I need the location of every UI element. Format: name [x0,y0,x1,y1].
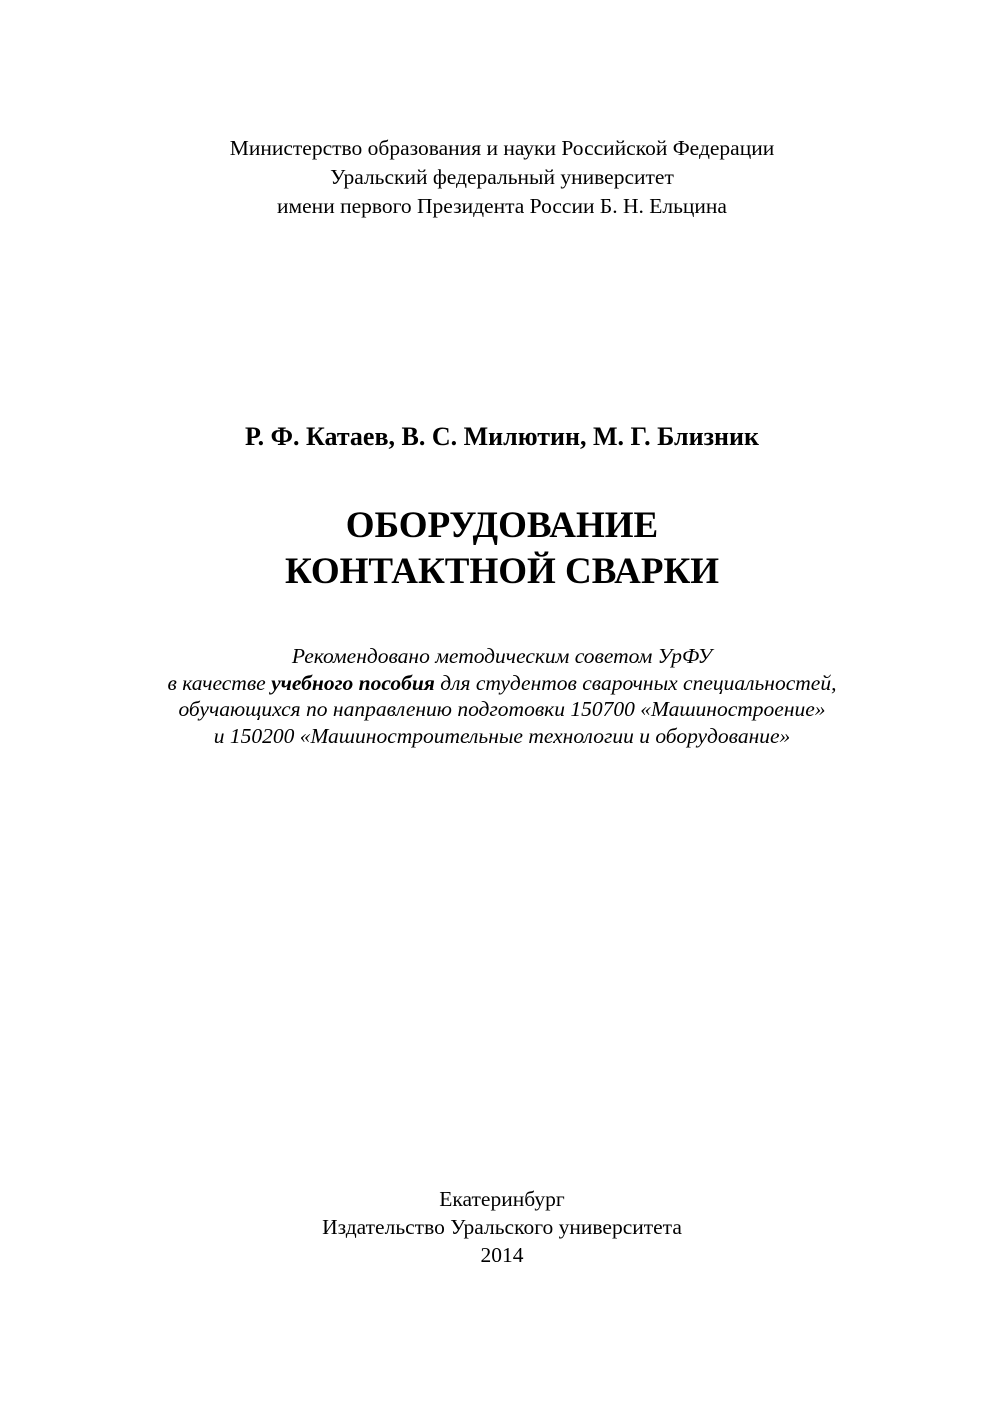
university-name-line: имени первого Президента России Б. Н. Ельцина [277,194,727,218]
recommendation-line-4: и 150200 «Машиностроительные технологии и оборудование» [213,723,791,748]
book-title [0,503,1004,595]
imprint [0,1185,1004,1269]
recommendation-line-1: Рекомендовано методическим советом УрФУ [291,644,713,668]
ministry-line: Министерство образования и науки Российской Федерации [229,136,775,160]
authors: Р. Ф. Катаев, В. С. Милютин, М. Г. Близник [245,422,759,451]
recommendation-line-2 [0,670,1004,697]
title-line-2: КОНТАКТНОЙ СВАРКИ [284,551,720,592]
imprint-city: Екатеринбург [439,1187,565,1211]
imprint-publisher: Издательство Уральского университета [322,1215,682,1239]
title-line-1: ОБОРУДОВАНИЕ [345,505,659,546]
textbook-emphasis: учебного пособия [271,670,435,695]
imprint-year: 2014 [480,1243,524,1267]
university-line: Уральский федеральный университет [330,165,674,189]
recommendation-line-3: обучающихся по направлению подготовки 150700 «Машиностроение» [178,697,826,721]
recommendation-note [0,643,1004,749]
institution-header [0,134,1004,221]
recommendation-line-2-end: для студентов сварочных специальностей, [434,670,837,695]
recommendation-line-2-start: в качестве [167,670,272,695]
